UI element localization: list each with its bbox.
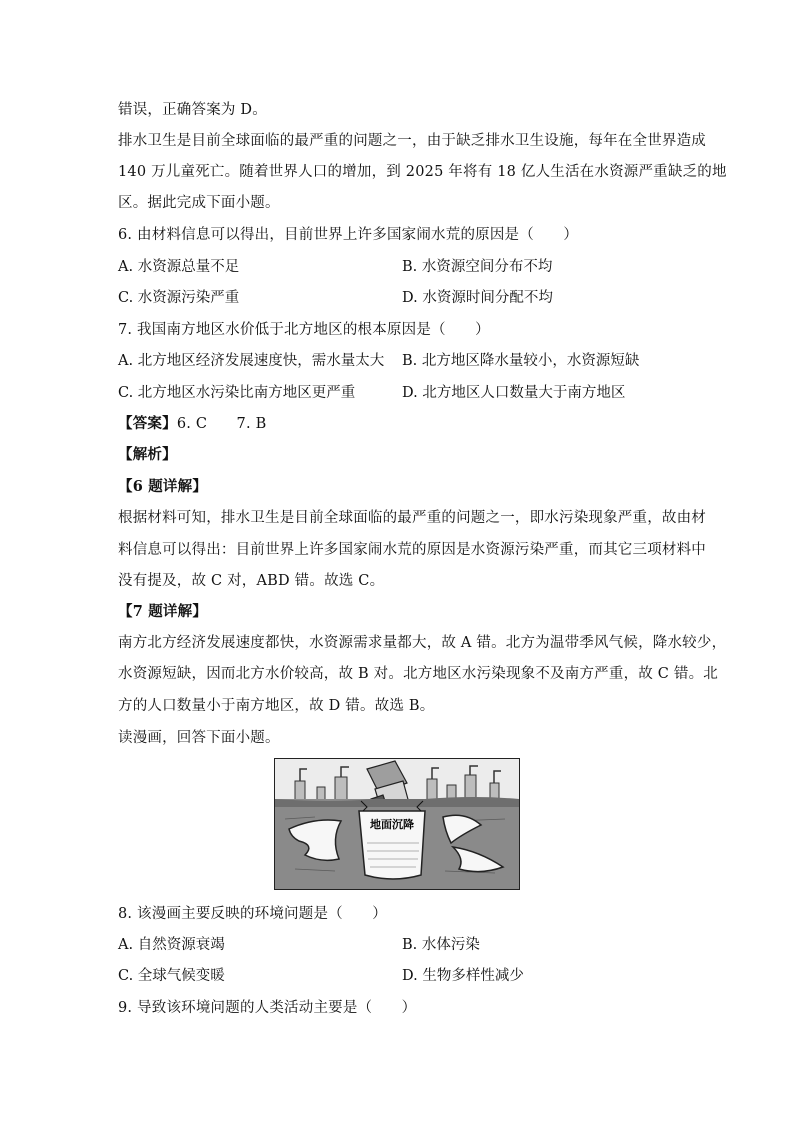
detail-6-label: 【6 题详解】	[118, 478, 208, 495]
detail-6-line: 根据材料可知，排水卫生是目前全球面临的最严重的问题之一，即水污染现象严重，故由材	[118, 510, 706, 526]
question-6-option-b: B. 水资源空间分布不均	[402, 259, 553, 275]
detail-7-line: 南方北方经济发展速度都快，水资源需求量都大，故 A 错。北方为温带季风气候，降水较少，	[118, 635, 727, 651]
question-8-option-b: B. 水体污染	[402, 937, 480, 953]
question-6-option-a: A. 水资源总量不足	[118, 259, 240, 275]
question-7-option-c: C. 北方地区水污染比南方地区更严重	[118, 385, 356, 401]
question-6-option-c: C. 水资源污染严重	[118, 290, 240, 306]
question-7-stem: 7. 我国南方地区水价低于北方地区的根本原因是（ ）	[118, 322, 490, 338]
question-8-stem: 8. 该漫画主要反映的环境问题是（ ）	[118, 906, 387, 922]
question-7-option-b: B. 北方地区降水量较小，水资源短缺	[402, 353, 640, 369]
question-9-stem: 9. 导致该环境问题的人类活动主要是（ ）	[118, 1000, 417, 1016]
question-6-option-d: D. 水资源时间分配不均	[402, 290, 553, 306]
passage-line: 排水卫生是目前全球面临的最严重的问题之一，由于缺乏排水卫生设施，每年在全世界造成	[118, 133, 706, 149]
detail-6-line: 料信息可以得出：目前世界上许多国家闹水荒的原因是水资源污染严重，而其它三项材料中	[118, 542, 706, 558]
detail-7-label: 【7 题详解】	[118, 603, 208, 620]
passage-line: 140 万儿童死亡。随着世界人口的增加，到 2025 年将有 18 亿人生活在水资源严重缺乏的地	[118, 164, 727, 180]
question-6-stem: 6. 由材料信息可以得出，目前世界上许多国家闹水荒的原因是（ ）	[118, 227, 579, 243]
cartoon-intro: 读漫画，回答下面小题。	[118, 730, 280, 746]
land-subsidence-cartoon	[274, 758, 520, 890]
analysis-label: 【解析】	[118, 446, 177, 463]
question-7-option-d: D. 北方地区人口数量大于南方地区	[402, 385, 626, 401]
answer-text: 6. C 7. B	[176, 416, 267, 432]
text-line: 错误，正确答案为 D。	[118, 102, 267, 118]
answer-label: 【答案】	[118, 415, 177, 432]
detail-7-line: 水资源短缺，因而北方水价较高，故 B 对。北方地区水污染现象不及南方严重，故 C 错。北	[118, 666, 718, 682]
question-7-option-a: A. 北方地区经济发展速度快，需水量太大	[118, 353, 385, 369]
answer-line	[118, 414, 266, 434]
detail-7-line: 方的人口数量小于南方地区，故 D 错。故选 B。	[118, 698, 435, 714]
question-8-option-c: C. 全球气候变暖	[118, 968, 225, 984]
question-8-option-a: A. 自然资源衰竭	[118, 937, 225, 953]
cartoon-caption: 地面沉降	[370, 818, 414, 831]
question-8-option-d: D. 生物多样性减少	[402, 968, 524, 984]
passage-line: 区。据此完成下面小题。	[118, 195, 280, 211]
detail-6-line: 没有提及，故 C 对，ABD 错。故选 C。	[118, 573, 385, 589]
